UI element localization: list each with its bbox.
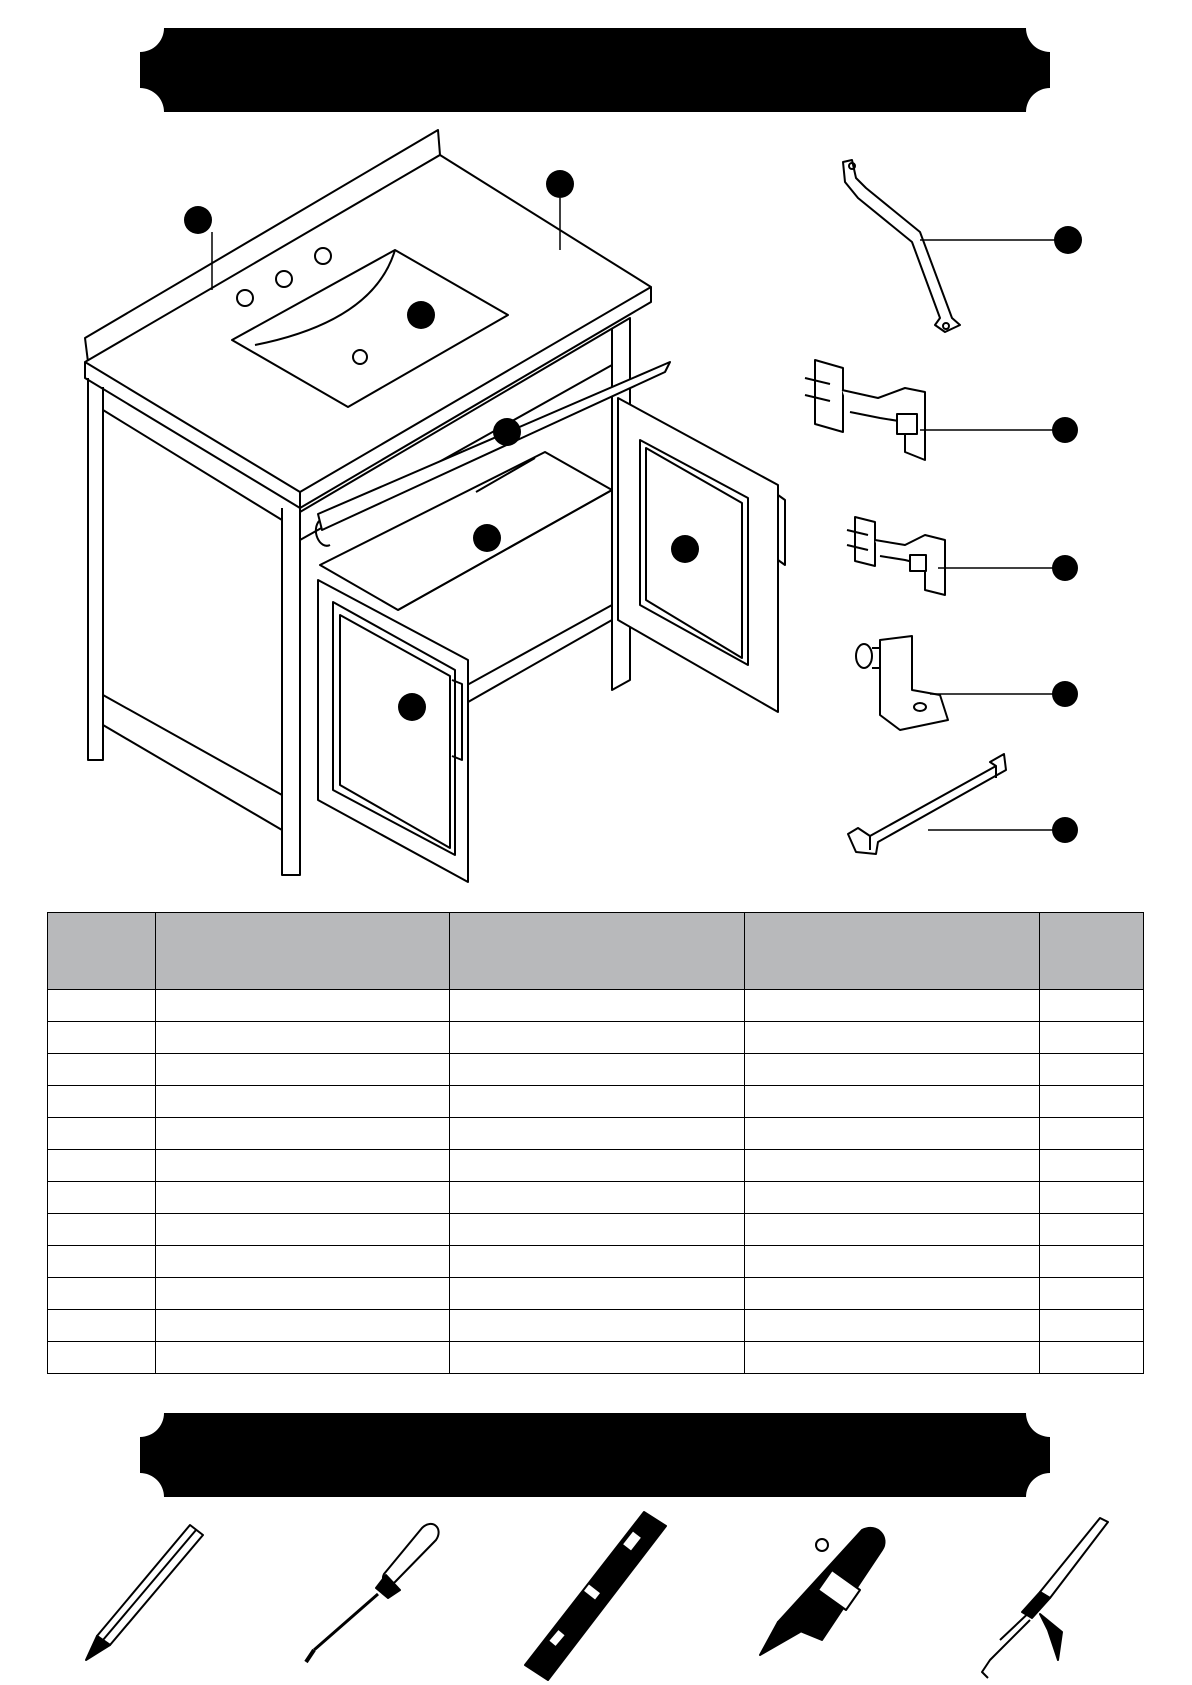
table-cell: [450, 1310, 745, 1342]
table-cell: [745, 1342, 1040, 1374]
top-banner-title: [140, 28, 1050, 112]
support-bracket-icon: [843, 160, 1082, 332]
parts-table-body: [48, 990, 1144, 1374]
table-cell: [450, 1150, 745, 1182]
table-cell: [1040, 1182, 1144, 1214]
table-row: [48, 1182, 1144, 1214]
table-cell: [48, 1342, 156, 1374]
table-cell: [745, 1214, 1040, 1246]
table-cell: [450, 1246, 745, 1278]
table-cell: [450, 1022, 745, 1054]
table-cell: [156, 1342, 450, 1374]
table-cell: [1040, 1310, 1144, 1342]
table-cell: [745, 1182, 1040, 1214]
table-cell: [156, 990, 450, 1022]
table-cell: [48, 1086, 156, 1118]
table-cell: [156, 1278, 450, 1310]
table-cell: [450, 1342, 745, 1374]
table-cell: [450, 1278, 745, 1310]
shelf-clip-icon: [856, 636, 1078, 730]
table-cell: [1040, 1022, 1144, 1054]
table-cell: [450, 990, 745, 1022]
table-header-row: [48, 913, 1144, 990]
table-row: [48, 1246, 1144, 1278]
table-cell: [48, 1182, 156, 1214]
column-header: [48, 913, 156, 990]
table-cell: [48, 1310, 156, 1342]
table-cell: [745, 1054, 1040, 1086]
column-header: [745, 913, 1040, 990]
parts-diagram: [0, 120, 1192, 900]
column-header: [450, 913, 745, 990]
table-cell: [450, 1214, 745, 1246]
table-cell: [745, 1118, 1040, 1150]
table-cell: [156, 1246, 450, 1278]
table-row: [48, 1278, 1144, 1310]
table-cell: [156, 1310, 450, 1342]
table-cell: [1040, 1086, 1144, 1118]
table-cell: [48, 1022, 156, 1054]
hinge-small-icon: [847, 517, 1078, 595]
table-row: [48, 1086, 1144, 1118]
top-banner: [140, 28, 1050, 112]
table-row: [48, 1310, 1144, 1342]
pencil-icon: [86, 1525, 203, 1660]
table-cell: [1040, 1246, 1144, 1278]
table-cell: [48, 1150, 156, 1182]
table-cell: [450, 1086, 745, 1118]
table-cell: [450, 1118, 745, 1150]
screwdriver-icon: [306, 1524, 439, 1662]
table-cell: [156, 1118, 450, 1150]
table-cell: [745, 1022, 1040, 1054]
hinge-large-icon: [805, 360, 1078, 460]
caulking-gun-icon: [982, 1518, 1108, 1678]
column-header: [156, 913, 450, 990]
table-row: [48, 1342, 1144, 1374]
table-cell: [450, 1054, 745, 1086]
table-cell: [1040, 1150, 1144, 1182]
table-cell: [1040, 1214, 1144, 1246]
table-cell: [745, 1310, 1040, 1342]
bottom-banner-title: [140, 1413, 1050, 1497]
table-cell: [48, 1246, 156, 1278]
table-cell: [1040, 1278, 1144, 1310]
table-cell: [1040, 1342, 1144, 1374]
table-row: [48, 1150, 1144, 1182]
table-cell: [745, 1278, 1040, 1310]
table-cell: [156, 1054, 450, 1086]
utility-knife-icon: [760, 1528, 885, 1655]
table-cell: [745, 1246, 1040, 1278]
level-icon: [525, 1512, 666, 1680]
vanity-illustration: [85, 130, 785, 882]
table-cell: [745, 1086, 1040, 1118]
table-cell: [156, 1022, 450, 1054]
parts-table: [47, 912, 1144, 1374]
table-cell: [48, 990, 156, 1022]
table-cell: [156, 1182, 450, 1214]
tools-row: [0, 1500, 1192, 1685]
table-cell: [48, 1214, 156, 1246]
table-cell: [48, 1278, 156, 1310]
table-row: [48, 990, 1144, 1022]
table-cell: [1040, 990, 1144, 1022]
table-row: [48, 1022, 1144, 1054]
table-cell: [156, 1150, 450, 1182]
table-cell: [745, 1150, 1040, 1182]
door-handle-icon: [848, 754, 1078, 854]
table-cell: [745, 990, 1040, 1022]
table-row: [48, 1118, 1144, 1150]
table-row: [48, 1054, 1144, 1086]
table-cell: [156, 1086, 450, 1118]
table-cell: [48, 1054, 156, 1086]
bottom-banner: [140, 1413, 1050, 1497]
table-cell: [1040, 1118, 1144, 1150]
column-header: [1040, 913, 1144, 990]
table-cell: [48, 1118, 156, 1150]
table-cell: [156, 1214, 450, 1246]
table-cell: [450, 1182, 745, 1214]
table-cell: [1040, 1054, 1144, 1086]
table-row: [48, 1214, 1144, 1246]
